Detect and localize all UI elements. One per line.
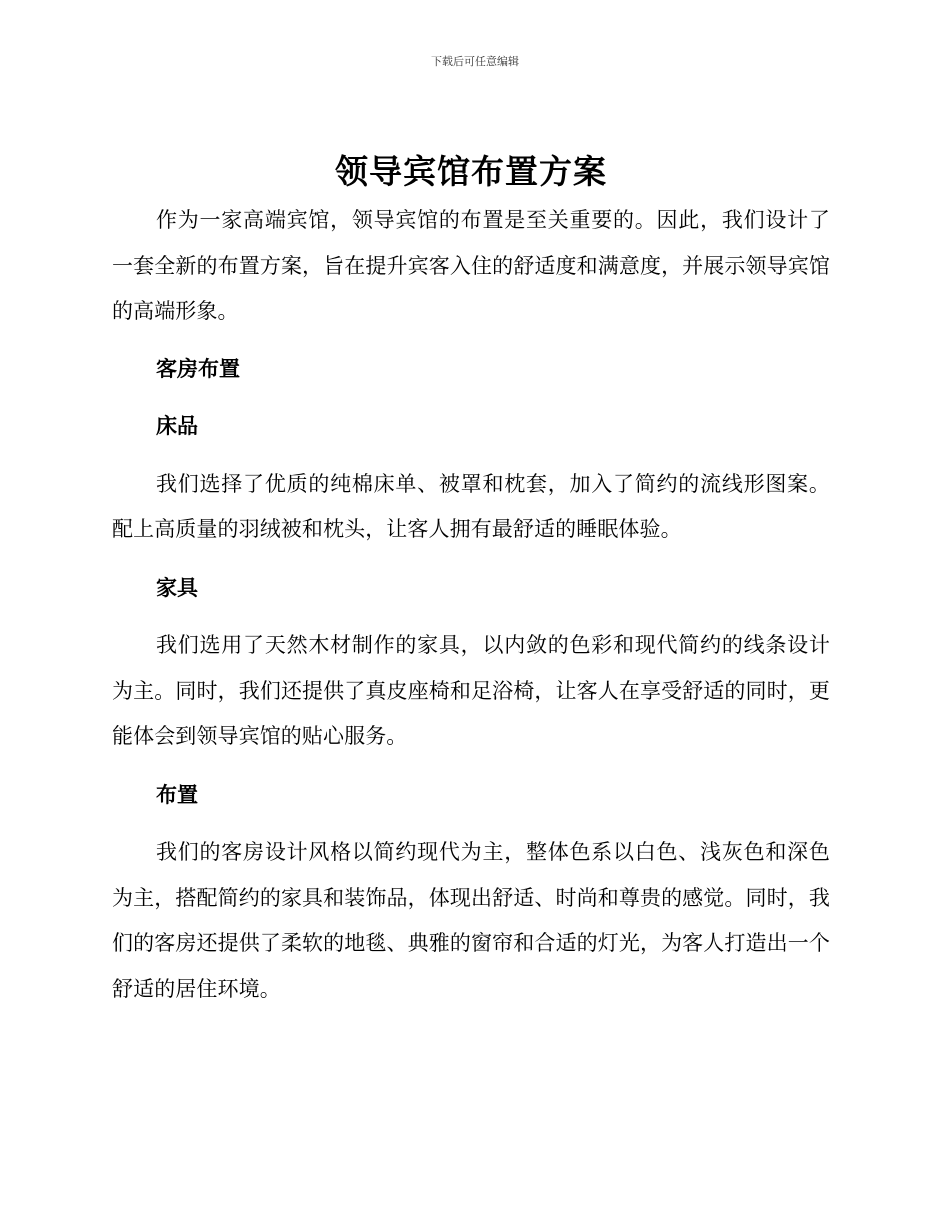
document-body (112, 148, 830, 1012)
subsection-text-layout: 我们的客房设计风格以简约现代为主，整体色系以白色、浅灰色和深色为主，搭配简约的家具和装饰品，体现出舒适、时尚和尊贵的感觉。同时，我们的客房还提供了柔软的地毯、典雅的窗帘和合适的灯光，为客人打造出一个舒适的居住环境。 (112, 840, 830, 1001)
intro-paragraph: 作为一家高端宾馆，领导宾馆的布置是至关重要的。因此，我们设计了一套全新的布置方案，旨在提升宾客入住的舒适度和满意度，并展示领导宾馆的高端形象。 (112, 208, 830, 323)
document-title: 领导宾馆布置方案 (335, 152, 607, 191)
subsection-text-bedding: 我们选择了优质的纯棉床单、被罩和枕套，加入了简约的流线形图案。配上高质量的羽绒被和枕头，让客人拥有最舒适的睡眠体验。 (112, 471, 830, 541)
subsection-text-furniture: 我们选用了天然木材制作的家具，以内敛的色彩和现代简约的线条设计为主。同时，我们还提供了真皮座椅和足浴椅，让客人在享受舒适的同时，更能体会到领导宾馆的贴心服务。 (112, 633, 830, 748)
subsection-heading-furniture: 家具 (156, 575, 198, 600)
subsection-heading-bedding: 床品 (156, 414, 198, 438)
subsection-heading-layout: 布置 (156, 782, 198, 807)
page-header-note: 下载后可任意编辑 (431, 55, 519, 68)
section-heading: 客房布置 (156, 356, 240, 381)
